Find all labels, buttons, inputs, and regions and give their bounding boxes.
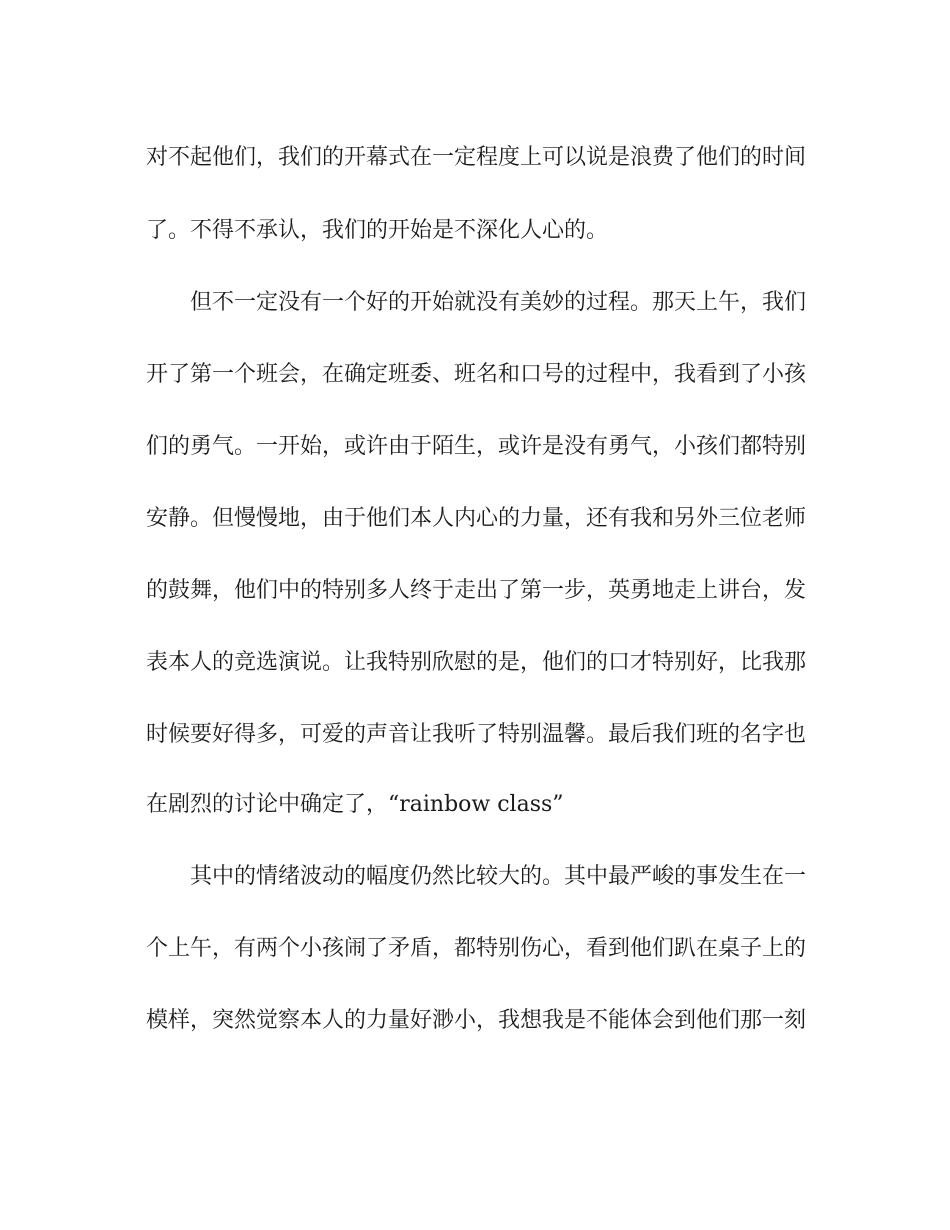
text-line: 表本人的竞选演说。让我特别欣慰的是，他们的口才特别好，比我那 (146, 650, 806, 675)
text-line: 个上午，有两个小孩闹了矛盾，都特别伤心，看到他们趴在桌子上的 (146, 936, 806, 961)
text-line: 安静。但慢慢地，由于他们本人内心的力量，还有我和另外三位老师 (146, 506, 806, 531)
text-line: 对不起他们，我们的开幕式在一定程度上可以说是浪费了他们的时间 (146, 145, 806, 170)
text-line: 在剧烈的讨论中确定了，“rainbow class” (146, 792, 564, 817)
text-line: 了。不得不承认，我们的开始是不深化人心的。 (146, 218, 609, 243)
paragraph-start-line: 其中的情绪波动的幅度仍然比较大的。其中最严峻的事发生在一 (190, 864, 806, 889)
text-line: 时候要好得多，可爱的声音让我听了特别温馨。最后我们班的名字也 (146, 722, 806, 747)
paragraph-start-line: 但不一定没有一个好的开始就没有美妙的过程。那天上午，我们 (190, 290, 806, 315)
text-line: 们的勇气。一开始，或许由于陌生，或许是没有勇气，小孩们都特别 (146, 434, 806, 459)
text-line: 模样，突然觉察本人的力量好渺小，我想我是不能体会到他们那一刻 (146, 1008, 806, 1033)
text-line: 开了第一个班会，在确定班委、班名和口号的过程中，我看到了小孩 (146, 362, 806, 387)
text-line: 的鼓舞，他们中的特别多人终于走出了第一步，英勇地走上讲台，发 (146, 578, 806, 603)
